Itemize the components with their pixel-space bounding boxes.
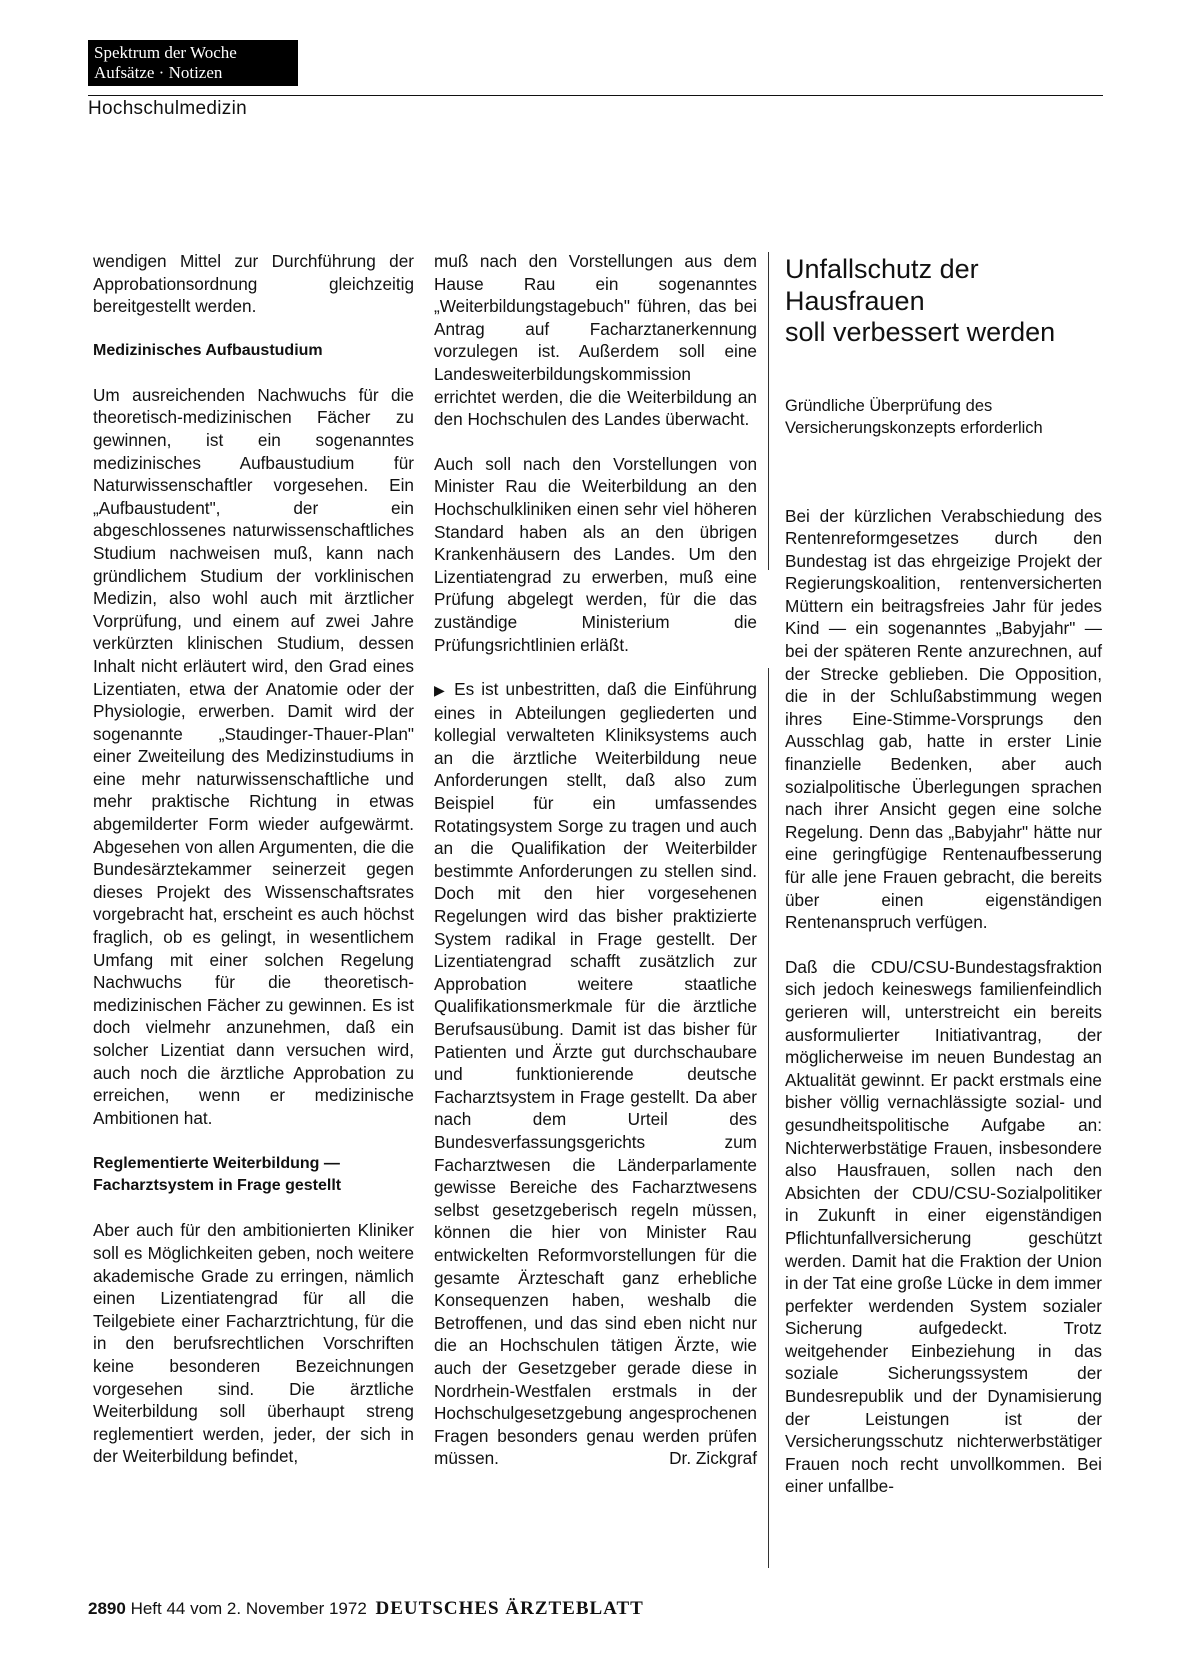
paragraph: Daß die CDU/CSU-Bundestagsfraktion sich jedoch keineswegs familienfeindlich gerieren will, unterstreicht ein bereits ausformulierter Initiativantrag, der möglicherweise im neuen Bundestag an Aktualität gewinnt. Er packt erstmals eine bisher völlig vernachlässigte sozial- und gesundheitspolitische Aufgabe an: Nichterwerbstätige Frauen, insbesondere also Hausfrauen, sollen nach den Absichten der CDU/CSU-Sozialpolitiker in Zukunft in einer eigenständigen Pflichtunfallversicherung geschützt werden. Damit hat die Fraktion der Union in der Tat eine große Lücke in dem immer perfekter werdenden System sozialer Sicherung aufgedeckt. Trotz weitgehender Einbeziehung in das soziale Sicherungssystem der Bundesrepublik und der Dynamisierung der Leistungen ist der Versicherungsschutz nichterwerbstätiger Frauen noch recht unvollkommen. Bei einer unfallbe- <box>785 956 1102 1497</box>
author-byline: Dr. Zickgraf <box>669 1448 757 1469</box>
paragraph: wendigen Mittel zur Durchführung der Approbationsordnung gleichzeitig bereitgestellt werden. <box>93 251 414 317</box>
headline-line: Unfallschutz der <box>785 254 979 284</box>
paragraph: Aber auch für den ambitionierten Kliniker soll es Möglichkeiten geben, noch weitere akademische Grade zu erringen, nämlich einen Lizentiatengrad für all die Teilgebiete einer Facharztrichtung, für die in den berufsrechtlichen Vorschriften keine besonderen Bezeichnungen vorgesehen sind. Die ärztliche Weiterbildung soll überhaupt streng reglementiert werden, jeder, der sich in der Weiterbildung befindet, <box>93 1220 414 1467</box>
triangle-arrow-icon: ▶ <box>434 682 448 699</box>
paragraph: muß nach den Vorstellungen aus dem Hause Rau ein sogenanntes „Weiterbildungstagebuch" führen, das bei Antrag auf Facharztanerkennung vorzulegen ist. Außerdem soll eine Landesweiterbildungskommission errichtet werden, die die Weiterbildung an den Hochschulen des Landes überwacht. <box>434 251 757 430</box>
badge-line-1: Spektrum der Woche <box>94 43 237 62</box>
article-subtitle <box>785 395 1102 439</box>
headline-line: soll verbessert werden <box>785 317 1056 347</box>
article-headline <box>785 254 1102 349</box>
section-label: Hochschulmedizin <box>88 98 247 119</box>
column-divider <box>768 668 769 1568</box>
column-divider <box>768 252 769 570</box>
paragraph: Um ausreichenden Nachwuchs für die theoretisch-medizinischen Fächer zu gewinnen, ist ein sogenanntes medizinisches Aufbaustudium für Naturwissenschaftler vorgesehen. Ein „Aufbaustudent", der ein abgeschlossenes naturwissenschaftliches Studium nachweisen muß, kann nach gründlichem Studium der vorklinischen Medizin, also wohl auch mit ärztlicher Vorprüfung, und einem auf zwei Jahre verkürzten klinischen Studium, dessen Inhalt nicht erläutert wird, den Grad eines Lizentiaten, etwa der Anatomie oder der Physiologie, erwerben. Damit wird der sogenannte „Staudinger-Thauer-Plan" einer Zweiteilung des Medizinstudiums in eine mehr naturwissenschaftliche und mehr praktische Richtung in etwas abgemilderter Form wieder aufgewärmt. Abgesehen von allen Argumenten, die die Bundesärztekammer seinerzeit gegen dieses Projekt des Wissenschaftsrates vorgebracht hat, erscheint es auch höchst fraglich, ob es gelingt, in wesentlichem Umfang mit einer solchen Regelung Nachwuchs für die theoretisch-medizinischen Fächer zu gewinnen. Es ist doch vielmehr anzunehmen, daß ein solcher Lizentiat dann versuchen wird, auch noch die ärztliche Approbation zu erreichen, wenn er medizinische Ambitionen hat. <box>93 384 414 1128</box>
paragraph: Bei der kürzlichen Verabschiedung des Rentenreformgesetzes durch den Bundestag ist das ehrgeizige Projekt der Regierungskoalition, rentenversicherten Müttern ein beitragsfreies Jahr für jedes Kind — ein sogenanntes „Babyjahr" — bei der späteren Rente anzurechnen, auf der Strecke geblieben. Die Opposition, die in der Schlußabstimmung wegen ihres Eine-Stimme-Vorsprungs den Ausschlag gab, hatte in erster Linie finanzielle Bedenken, aber auch sozialpolitische Überlegungen sprachen nach ihrer Ansicht gegen eine solche Regelung. Denn das „Babyjahr" hätte nur eine geringfügige Rentenaufbesserung für alle jene Frauen gebracht, die bereits über einen eigenständigen Rentenanspruch verfügen. <box>785 505 1102 933</box>
paragraph-text: Es ist unbestritten, daß die Einführung eines in Abteilungen gegliederten und kollegial verwalteten Kliniksystems auch an die ärztliche Weiterbildung neue Anforderungen stellt, daß also zum Beispiel für ein umfassendes Rotatingsystem Sorge zu tragen und auch an die Qualifikation der Weiterbilder bestimmte Anforderungen zu stellen sind. Doch mit den hier vorgesehenen Regelungen wird das bisher praktizierte System radikal in Frage gestellt. Der Lizentiatengrad schafft zusätzlich zur Approbation weitere staatliche Qualifikationsmerkmale für die ärztliche Berufsausübung. Damit ist das bisher für Patienten und Ärzte gut durchschaubare und funktionierende deutsche Facharztsystem in Frage gestellt. Da aber nach dem Urteil des Bundesverfassungsgerichts zum Facharztwesen die Länderparlamente gewisse Bereiche des Facharztwesens selbst gesetzgeberisch regeln müssen, können die hier von Minister Rau entwickelten Reformvorstellungen für die gesamte Ärzteschaft ganz erhebliche Konsequenzen haben, weshalb die Betroffenen, und das sind eben nicht nur die an Hochschulen tätigen Ärzte, wie auch der Gesetzgeber gerade diese in Nordrhein-Westfalen erstmals in der Hochschulgesetzgebung angesprochenen Fragen besonders genau werden prüfen müssen. <box>434 679 757 1469</box>
section-badge <box>88 40 298 86</box>
page-number: 2890 <box>88 1599 126 1618</box>
paragraph: Auch soll nach den Vorstellungen von Minister Rau die Weiterbildung an den Hochschulkliniken einen sehr viel höheren Standard haben als an den übrigen Krankenhäusern des Landes. Um den Lizentiatengrad zu erwerben, muß eine Prüfung abgelegt werden, für die das zuständige Ministerium die Prüfungsrichtlinien erläßt. <box>434 453 757 655</box>
journal-name: DEUTSCHES ÄRZTEBLATT <box>375 1598 644 1619</box>
paragraph <box>434 678 757 1470</box>
issue-info: Heft 44 vom 2. November 1972 <box>130 1599 367 1618</box>
subheading-aufbaustudium: Medizinisches Aufbaustudium <box>93 341 323 359</box>
subtitle-line: Versicherungskonzepts erforderlich <box>785 418 1043 437</box>
badge-line-2: Aufsätze · Notizen <box>94 63 223 82</box>
header-rule <box>88 95 1103 96</box>
column-1 <box>93 250 414 1468</box>
subheading-line: Reglementierte Weiterbildung — <box>93 1155 340 1173</box>
headline-line: Hausfrauen <box>785 285 925 316</box>
subheading-line: Facharztsystem in Frage gestellt <box>93 1177 342 1195</box>
column-3 <box>785 250 1102 1498</box>
page-footer <box>88 1598 644 1620</box>
subheading-weiterbildung <box>93 1153 414 1197</box>
subtitle-line: Gründliche Überprüfung des <box>785 396 993 415</box>
column-2 <box>434 250 757 1470</box>
